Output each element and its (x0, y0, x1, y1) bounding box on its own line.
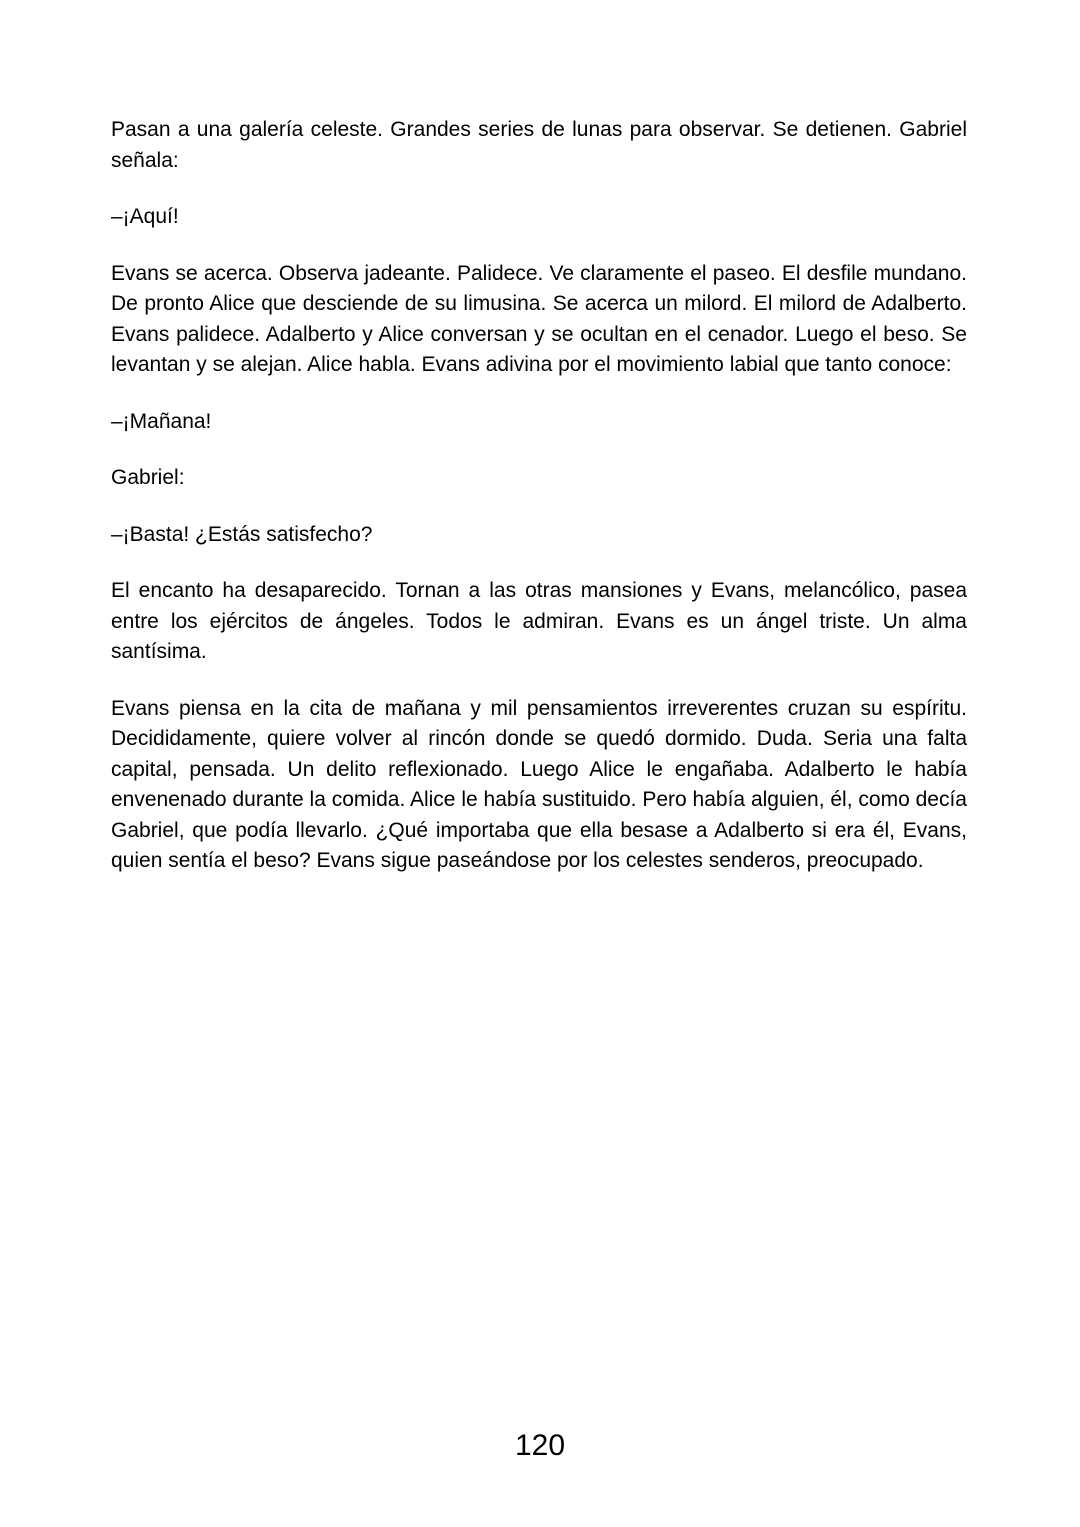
paragraph-narration-4: Evans piensa en la cita de mañana y mil pensamientos irreverentes cruzan su espíritu. Decididamente, quiere volver al rincón donde se quedó dormido. Duda. Seria una falta capital, pensada. Un delito reflexionado. Luego Alice le engañaba. Adalberto le había envenenado durante la comida. Alice le había sustituido. Pero había alguien, él, como decía Gabriel, que podía llevarlo. ¿Qué importaba que ella besase a Adalberto si era él, Evans, quien sentía el beso? Evans sigue paseándose por los celestes senderos, preocupado. (111, 696, 967, 872)
paragraph-narration-2: Evans se acerca. Observa jadeante. Palidece. Ve claramente el paseo. El desfile mundano. De pronto Alice que desciende de su limusina. Se acerca un milord. El milord de Adalberto. Evans palidece. Adalberto y Alice conversan y se ocultan en el cenador. Luego el beso. Se levantan y se alejan. Alice habla. Evans adivina por el movimiento labial que tanto conoce: (111, 261, 967, 376)
paragraph-narration-3: El encanto ha desaparecido. Tornan a las otras mansiones y Evans, melancólico, pasea entre los ejércitos de ángeles. Todos le admiran. Evans es un ángel triste. Un alma santísima. (111, 579, 967, 663)
paragraph-narration-gabriel: Gabriel: (111, 466, 185, 489)
page-body-text (111, 115, 967, 903)
paragraph-dialogue-manana: –¡Mañana! (111, 409, 212, 433)
paragraph-dialogue-basta: –¡Basta! ¿Estás satisfecho? (111, 522, 373, 546)
paragraph-dialogue-aqui: –¡Aquí! (111, 205, 179, 228)
paragraph-narration-1: Pasan a una galería celeste. Grandes series de lunas para observar. Se detienen. Gabriel señala: (111, 118, 967, 172)
page-number: 120 (514, 1429, 566, 1462)
